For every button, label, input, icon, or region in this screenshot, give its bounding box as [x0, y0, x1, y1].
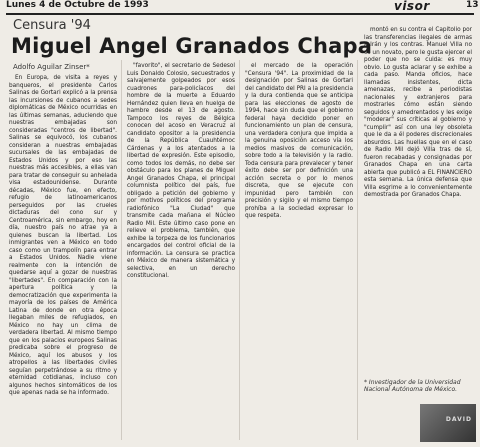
illustration-photo [420, 404, 476, 442]
author-footnote [364, 379, 472, 399]
article-column-4 [364, 26, 472, 376]
column-2-text: "favorito", el secretario de Sedesol Luis Donaldo Colosio, secuestrados y salvajemente golpeados por esos cuadrones para-policíacos del hombre de la muerte a Eduardo Hernández quien lleva en huelga de hambre desde el 13 de agosto. Tampoco los reyes de Bélgica conocen del acoso en Veracruz al candidato opositor a la presidencia de la República Cuauhtémoc Cárdenas y a los atentados a la libertad de expresión. Este episodio, como todos los demás, no debe ser obstáculo para los planes de Miguel Angel Granados Chapa, el principal columnista político del país, fue obligado a petición del gobierno y por motivos políticos del programa radiofónico "La Ciudad" que transmite cada mañana el Núcleo Radio Mil. Este último caso pone en relieve el problema, también, que exhibe la torpeza de los funcionarios encargados del control oficial de la información. La censura se practica en México de manera sistemática y selectiva, en un derecho constitucional. [127, 62, 235, 279]
column-3-text: el mercado de la operación "Censura '94". La proximidad de la designación por Salinas de Gortari del candidato del PRI a la presidencia y la dura contienda que se anticipa para las elecciones de agosto de 1994, hace sin duda que el gobierno federal haya decidido poner en funcionamiento un plan de censura, una verdadera conjura que impida a la genuina oposición acceso vía los medios masivos de comunicación, sobre todo a la televisión y la radio. Toda censura para prevalecer y tener éxito debe ser por definición una acción secreta o por lo menos discreta, que se ejecute con impunidad pero también con precisión y sigilo y el mismo tiempo prohíba a la sociedad expresar lo que respeta. [245, 62, 353, 219]
column-divider [239, 60, 240, 440]
article-column-1 [9, 74, 117, 442]
article-column-2 [127, 62, 235, 442]
column-divider [357, 60, 358, 440]
page-number: 13 [466, 0, 479, 10]
photo-caption: DAVID [445, 416, 472, 423]
footnote-text: Investigador de la Universidad Nacional Autónoma de México. [364, 379, 461, 393]
column-1-text: En Europa, de visita a reyes y banqueros, el presidente Carlos Salinas de Gortari explicó a la prensa las incursiones de cubanos a sedes diplomáticas de México ocurridas en las últimas semanas, aduciendo que nuestras embajadas son consideradas "centros de libertad". Salinas se equivocó, los cubanos consideran a nuestras embajadas sucursales de las embajadas de Estados Unidos y por eso las nuestras más accesibles, a ellas van para tratar de conseguir su anhelada visa estadounidense. Durante décadas, México fue, en efecto, refugio de latinoamericanos perseguidos por las crueles dictaduras del cono sur y Centroamérica, sin embargo, hoy en día, nuestro país no atrae ya a quienes buscan la libertad. Los inmigrantes ven a México en todo caso como un trampolín para entrar a Estados Unidos. Nadie viene realmente con la intención de quedarse aquí a gozar de nuestras "libertades". En comparación con la apertura política y la democratización que experimenta la mayoría de los países de América Latina de donde en otra época llegaban miles de refugiados, en México no hay un clima de verdadera libertad. Al mismo tiempo que en los palacios europeos Salinas predicaba sobre el progreso de México, aquí los abusos y los atropellos a las libertades civiles seguían perpetrándose a su ritmo y eternidad cotidianas, incluso con algunos hechos sintomáticos de los que apenas nada se ha informado. [9, 74, 117, 396]
header-rule [6, 13, 474, 15]
article-column-3 [245, 62, 353, 442]
publication-logo: visor [394, 0, 430, 13]
issue-date: Lunes 4 de Octubre de 1993 [6, 0, 149, 10]
article-byline: Adolfo Aguilar Zinser* [13, 63, 90, 71]
article-headline: Miguel Angel Granados Chapa [11, 34, 373, 58]
masthead [0, 0, 480, 14]
footnote-asterisk: * [364, 379, 367, 386]
section-title: Censura '94 [13, 18, 91, 33]
column-4-text: montó en su contra el Capitolio por las transferencias ilegales de armas a Irán y los contras. Manuel Villa no es un novato, pero le gusta ejercer el poder que no se cuida: es muy obvio. Lo gusta aclarar y se exhibe a cada paso. Manda oficios, hace llamadas insistentes, dicta amenazas, recibe a periodistas nacionales y extranjeros para mostrarles cómo están siendo seguidos y amedrentados y les exige "moderar" sus críticas al gobierno y "cumplir" así con una ley obsoleta que le da a él poderes discrecionales absurdos. Las huellas que en el caso de Radio Mil dejó Villa tras de sí, fueron recabadas y consignadas por Granados Chapa en una carta abierta que publicó a EL FINANCIERO esta semana. La única defensa que Villa esgrime a lo convenientemente demostrada por Granados Chapa. [364, 26, 472, 198]
column-divider [121, 60, 122, 440]
